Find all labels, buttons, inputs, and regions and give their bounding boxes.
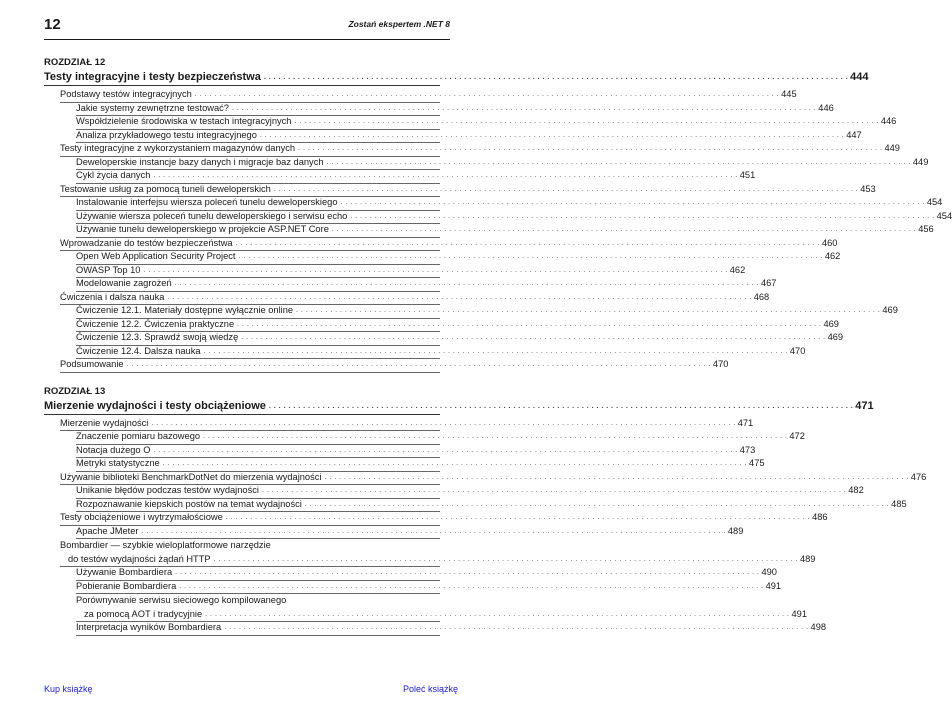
leader-dots: . . . . . . . . . . . . . . . . . . . . . . . . . . . . . . . . . . . . . . . . . . . . . . . . . . . . . . . . . . . . . . . . . . . . . . . . . . . . . . . . . . . . . . . . . . . . . . . . . . . . . . . . . . . . . . . . . . . . . . . . [294, 118, 879, 125]
toc-entry-text: Cykl życia danych [76, 170, 151, 180]
toc-entry-text: Podstawy testów integracyjnych [60, 89, 192, 99]
toc-entry-text: Deweloperskie instancje bazy danych i migracje baz danych [76, 156, 324, 167]
toc-entry-page: 470 [789, 345, 806, 356]
toc-entry-text: Interpretacja wyników Bombardiera [76, 622, 222, 632]
toc-entry[interactable] [76, 116, 897, 130]
toc-entry[interactable] [76, 129, 862, 144]
chapter-page: 444 [850, 71, 869, 83]
toc-entry-page: 498 [810, 622, 827, 632]
toc-entry-page: 476 [910, 471, 927, 482]
toc-entry-text: Mierzenie wydajności [60, 417, 149, 428]
chapter-entries [44, 89, 952, 373]
leader-dots: . . . . . . . . . . . . . . . . . . . . . . . . . . . . . . . . . . . . . . . . . . . . . . . . . . . . . . . . . . . . . . . . . . . . . . . . . . . . . . . . . . . . . . . . . . . . . . . . . . . . . . . . . . . . . . . . . . . . . . . . [298, 145, 883, 152]
toc-entry[interactable] [60, 471, 927, 486]
toc-entry-text: Bombardier — szybkie wieloplatformowe narzędzie [60, 540, 271, 550]
chapter-label: ROZDZIAŁ 12 [44, 57, 106, 68]
leader-dots: . . . . . . . . . . . . . . . . . . . . . . . . . . . . . . . . . . . . . . . . . . . . . . . . . . . . . . . . . . . . . . . . . . . . . . . . . . . . . . . . . . . . . . . . . . . . . . . . . . . . . . . . . . . . . . . . . . . . . . . . [340, 199, 925, 206]
toc-entry-text: Analiza przykładowego testu integracyjnego [76, 129, 257, 140]
leader-dots: . . . . . . . . . . . . . . . . . . . . . . . . . . . . . . . . . . . . . . . . . . . . . . . . . . . . . . . . . . . . . . . . . . . . . . . . . . . . . . . . . . . . . . . . . . . . . . . . . . . . . . . . . . . . . . . . . . . . . . . . [153, 172, 738, 179]
toc-entry-page: 467 [760, 278, 777, 288]
toc-entry-text: Testy obciążeniowe i wytrzymałościowe [60, 512, 223, 522]
toc-entry[interactable] [76, 525, 744, 540]
leader-dots: . . . . . . . . . . . . . . . . . . . . . . . . . . . . . . . . . . . . . . . . . . . . . . . . . . . . . . . . . . . . . . . . . . . . . . . . . . . . . . . . . . . . . . . . . . . . . . . . . . . . . . . . . . . . . . . . . . . . . . . . [235, 239, 820, 247]
toc-entry-text: Ćwiczenia i dalsza nauka [60, 291, 165, 302]
toc-entry-page: 473 [739, 444, 756, 455]
toc-entry-text: OWASP Top 10 [76, 264, 141, 275]
toc-entry-page: 469 [827, 332, 844, 342]
chapter-title [44, 399, 874, 415]
leader-dots: . . . . . . . . . . . . . . . . . . . . . . . . . . . . . . . . . . . . . . . . . . . . . . . . . . . . . . . . . . . . . . . . . . . . . . . . . . . . . . . . . . . . . . . . . . . . . . . . . . . . . . . . . . . . . . . . . . . . . . . . [259, 131, 845, 139]
leader-dots: . . . . . . . . . . . . . . . . . . . . . . . . . . . . . . . . . . . . . . . . . . . . . . . . . . . . . . . . . . . . . . . . . . . . . . . . . . . . . . . . . . . . . . . . . . . . . . . . . . . . . . . . . . . . . . . . . . . . . . . . [141, 527, 726, 535]
toc-entry-text: Ćwiczenie 12.1. Materiały dostępne wyłącznie online [76, 305, 294, 315]
toc-entry[interactable] [76, 278, 777, 292]
toc-entry[interactable] [76, 224, 934, 238]
leader-dots: . . . . . . . . . . . . . . . . . . . . . . . . . . . . . . . . . . . . . . . . . . . . . . . . . . . . . . . . . . . . . . . . . . . . . . . . . . . . . . . . . . . . . . . . . . . . . . . . . . . . . . . . . . . . . . . . . . . . . . . . [324, 473, 909, 481]
running-title: Zostań ekspertem .NET 8 [348, 19, 450, 29]
toc-entry-text: Testy integracyjne z wykorzystaniem magazynów danych [60, 143, 296, 153]
leader-dots: . . . . . . . . . . . . . . . . . . . . . . . . . . . . . . . . . . . . . . . . . . . . . . . . . . . . . . . . . . . . . . . . . . . . . . . . . . . . . . . . . . . . . . . . . . . . . . . . . . . . . . . . . . . . . . . . . . . . . . . . [238, 253, 823, 260]
leader-dots: . . . . . . . . . . . . . . . . . . . . . . . . . . . . . . . . . . . . . . . . . . . . . . . . . . . . . . . . . . . . . . . . . . . . . . . . . . . . . . . . . . . . . . . . . . . . . . . . . . . . . . . . . . . . . . . . . . . . . . . . [261, 487, 847, 494]
toc-entry[interactable] [76, 444, 756, 459]
toc-entry-page: 460 [821, 237, 838, 248]
toc-entry-page: 449 [884, 143, 900, 153]
chapter-13 [44, 385, 927, 636]
toc-entry[interactable] [76, 170, 756, 184]
leader-dots: . . . . . . . . . . . . . . . . . . . . . . . . . . . . . . . . . . . . . . . . . . . . . . . . . . . . . . . . . . . . . . . . . . . . . . . . . . . . . . . . . . . . . . . . . . . . . . . . . . . . . . . . . . . . . . . . . . . . . . . . [151, 419, 736, 427]
leader-dots: . . . . . . . . . . . . . . . . . . . . . . . . . . . . . . . . . . . . . . . . . . . . . . . . . . . . . . . . . . . . . . . . . . . . . . . . . . . . . . . . . . . . . . . . . . . . . . . . . . . . . . . . . . . . . . . . . . . . . . . . [203, 347, 788, 355]
toc-entry-page: 491 [791, 608, 808, 619]
toc-entry[interactable] [76, 485, 864, 499]
leader-dots: . . . . . . . . . . . . . . . . . . . . . . . . . . . . . . . . . . . . . . . . . . . . . . . . . . . . . . . . . . . . . . . . . . . . . . . . . . . . . . . . . . . . . . . . . . . . . . . . . . . . . . . . . . . . . . . . . . . . . . . . [205, 610, 790, 618]
toc-entry-text-continued: do testów wydajności żądań HTTP [68, 553, 211, 564]
toc-entry-text: Używanie Bombardiera [76, 567, 173, 577]
toc-entry-text: Jakie systemy zewnętrzne testować? [76, 102, 229, 113]
toc-entry[interactable] [60, 417, 754, 432]
toc-entry[interactable] [76, 431, 805, 445]
toc-entry-page: 454 [926, 197, 943, 207]
toc-entry[interactable] [60, 89, 797, 103]
toc-entry[interactable] [76, 210, 952, 225]
page-header [44, 16, 450, 36]
table-of-contents [44, 56, 952, 636]
toc-entry[interactable] [76, 264, 746, 279]
toc-entry-text: Open Web Application Security Project [76, 251, 236, 261]
toc-entry-page: 486 [812, 512, 828, 522]
page-number: 12 [44, 16, 61, 33]
toc-entry[interactable] [60, 359, 729, 373]
leader-dots: . . . . . . . . . . . . . . . . . . . . . . . . . . . . . . . . . . . . . . . . . . . . . . . . . . . . . . . . . . . . . . . . . . . . . . . . . . . . . . . . . . . . . . . . . . . . . . . . . . . . . . . . . . . . . . . . . . . . . . . . [225, 514, 811, 521]
toc-entry-page: 456 [918, 224, 934, 234]
toc-entry-text: Współdzielenie środowiska w testach integracyjnych [76, 116, 292, 126]
toc-entry[interactable] [60, 183, 876, 198]
toc-entry-page: 469 [882, 305, 898, 315]
toc-entry[interactable] [76, 102, 834, 117]
chapter-title [44, 70, 869, 86]
toc-entry[interactable] [76, 345, 806, 360]
toc-entry-page: 485 [891, 498, 907, 509]
toc-entry-text: Modelowanie zagrożeń [76, 278, 172, 288]
toc-entry-text: Apache JMeter [76, 525, 139, 536]
leader-dots: . . . . . . . . . . . . . . . . . . . . . . . . . . . . . . . . . . . . . . . . . . . . . . . . . . . . . . . . . . . . . . . . . . . . . . . . . . . . . . . . . . . . . . . . . . . . . . . . . . . . . . . . . . . . . . . . . . . . . . . . [241, 334, 826, 341]
toc-entry-page: 451 [739, 170, 756, 180]
leader-dots: . . . . . . . . . . . . . . . . . . . . . . . . . . . . . . . . . . . . . . . . . . . . . . . . . . . . . . . . . . . . . . . . . . . . . . . . . . . . . . . . . . . . . . . . . . . . . . . . . . . . . . . . . . . . . . . . . . . . . . . . [331, 226, 917, 233]
toc-entry-page: 468 [753, 291, 770, 302]
toc-entry-page: 469 [823, 318, 839, 329]
toc-entry-text: Porównywanie serwisu sieciowego kompilowanego [76, 595, 287, 605]
header-rule [44, 39, 450, 40]
leader-dots: . . . . . . . . . . . . . . . . . . . . . . . . . . . . . . . . . . . . . . . . . . . . . . . . . . . . . . . . . . . . . . . . . . . . . . . . . . . . . . . . . . . . . . . . . . . . . . . . . . . . . . . . . . . . . . . . . . . . . . . . [167, 293, 752, 301]
toc-entry[interactable] [76, 594, 808, 622]
toc-entry-text: Pobieranie Bombardiera [76, 580, 177, 591]
toc-entry-text: Ćwiczenie 12.3. Sprawdź swoją wiedzę [76, 332, 239, 342]
toc-entry[interactable] [60, 143, 900, 157]
toc-entry-text: Testowanie usług za pomocą tuneli deweloperskich [60, 183, 271, 194]
leader-dots: . . . . . . . . . . . . . . . . . . . . . . . . . . . . . . . . . . . . . . . . . . . . . . . . . . . . . . . . . . . . . . . . . . . . . . . . . . . . . . . . . . . . . . . . . . . . . . . . . . . . . . . . . . . . . . . . . . . . . . . . [224, 624, 809, 631]
toc-entry-page: 453 [860, 183, 876, 194]
toc-entry-page: 462 [729, 264, 746, 275]
toc-entry-page: 471 [737, 417, 754, 428]
toc-entry-page: 489 [799, 553, 816, 564]
leader-dots: . . . . . . . . . . . . . . . . . . . . . . . . . . . . . . . . . . . . . . . . . . . . . . . . . . . . . . . . . . . . . . . . . . . . . . . . . . . . . . . . . . . . . . . . . . . . . . . . . . . . . . . . . . . . . . . . . . . . . . . . [304, 500, 890, 508]
leader-dots: . . . . . . . . . . . . . . . . . . . . . . . . . . . . . . . . . . . . . . . . . . . . . . . . . . . . . . . . . . . . . . . . . . . . . . . . . . . . . . . . . . . . . . . . . . . . . . . . . . . . . . . . . . . . . . . . . . . . . . . . [179, 582, 764, 590]
toc-entry-text: Metryki statystyczne [76, 458, 160, 468]
leader-dots: . . . . . . . . . . . . . . . . . . . . . . . . . . . . . . . . . . . . . . . . . . . . . . . . . . . . . . . . . . . . . . . . . . . . . . . . . . . . . . . . . . . . . . . . . . . . . . . . . . . . . . . . . . . . . . . . . . . . . . . . [175, 569, 760, 576]
toc-entry[interactable] [76, 318, 839, 333]
leader-dots: . . . . . . . . . . . . . . . . . . . . . . . . . . . . . . . . . . . . . . . . . . . . . . . . . . . . . . . . . . . . . . . . . . . . . . . . . . . . . . . . . . . . . . . . . . . . . . . . . . . . . . . . . . . . . . . . . . . . . . . . [213, 555, 798, 563]
toc-entry-page: 491 [765, 580, 782, 591]
toc-entry[interactable] [76, 251, 841, 265]
toc-entry-text: Notacja dużego O [76, 444, 151, 455]
toc-entry-page: 446 [818, 102, 834, 113]
toc-entry-text: Podsumowanie [60, 359, 124, 369]
toc-entry-text-continued: za pomocą AOT i tradycyjnie [84, 608, 203, 619]
leader-dots: . . . . . . . . . . . . . . . . . . . . . . . . . . . . . . . . . . . . . . . . . . . . . . . . . . . . . . . . . . . . . . . . . . . . . . . . . . . . . . . . . . . . . . . . . . . . . . . . . . . . . . . . . . . . . . . . . . . . . . . . [174, 280, 759, 287]
toc-entry-page: 454 [936, 210, 952, 221]
leader-dots: . . . . . . . . . . . . . . . . . . . . . . . . . . . . . . . . . . . . . . . . . . . . . . . . . . . . . . . . . . . . . . . . . . . . . . . . . . . . . . . . . . . . . . . . . . . . . . . . . . . . . . . . . . . . . . . . . . . . . . . . [326, 158, 911, 166]
toc-entry-page: 446 [880, 116, 897, 126]
toc-entry-page: 482 [848, 485, 864, 495]
toc-entry[interactable] [76, 305, 898, 319]
toc-entry-page: 447 [846, 129, 862, 140]
toc-entry[interactable] [60, 237, 838, 252]
leader-dots: . . . . . . . . . . . . . . . . . . . . . . . . . . . . . . . . . . . . . . . . . . . . . . . . . . . . . . . . . . . . . . . . . . . . . . . . . . . . . . . . . . . . . . . . . . . . . . . . . . . . . . . . . . . . . . . . . . . . . . . . [162, 460, 748, 467]
toc-entry-page: 445 [781, 89, 797, 99]
leader-dots: . . . . . . . . . . . . . . . . . . . . . . . . . . . . . . . . . . . . . . . . . . . . . . . . . . . . . . . . . . . . . . . . . . . . . . . . . . . . . . . . . . . . . . . . . . . . . . . . . . . . . . . . . . . . . . . . . . . . . . . . [194, 91, 780, 98]
toc-entry-text: Wprowadzanie do testów bezpieczeństwa [60, 237, 233, 248]
toc-entry[interactable] [60, 512, 828, 526]
chapter-title-text: Mierzenie wydajności i testy obciążeniowe [44, 399, 266, 412]
leader-dots: . . . . . . . . . . . . . . . . . . . . . . . . . . . . . . . . . . . . . . . . . . . . . . . . . . . . . . . . . . . . . . . . . . . . . . . . . . . . . . . . . . . . . . . . . . . . . . . . . . . . . . . . . . . . . . . . . . . . . . . . [231, 104, 817, 112]
leader-dots: . . . . . . . . . . . . . . . . . . . . . . . . . . . . . . . . . . . . . . . . . . . . . . . . . . . . . . . . . . . . . . . . . . . . . . . . . . . . . . . . . . . . . . . . . . . . . . . . . . . . . . . . . . . . . . . . . . . . . . . . [296, 307, 881, 314]
toc-entry-text: Znaczenie pomiaru bazowego [76, 431, 201, 441]
chapter-entries [44, 417, 927, 636]
toc-entry-page: 470 [712, 359, 729, 369]
toc-entry-text: Rozpoznawanie kiepskich postów na temat wydajności [76, 498, 302, 509]
toc-entry[interactable] [76, 580, 782, 595]
toc-entry[interactable] [60, 539, 816, 567]
toc-entry[interactable] [76, 197, 943, 211]
toc-entry-page: 449 [912, 156, 929, 167]
toc-entry[interactable] [76, 332, 844, 346]
chapter-12 [44, 56, 952, 373]
toc-entry-page: 475 [749, 458, 765, 468]
toc-entry-text: Ćwiczenie 12.2. Ćwiczenia praktyczne [76, 318, 235, 329]
toc-entry-text: Instalowanie interfejsu wiersza poleceń tunelu deweloperskiego [76, 197, 338, 207]
toc-entry-page: 462 [824, 251, 841, 261]
recommend-book-link[interactable]: Poleć książkę [402, 684, 458, 694]
leader-dots: . . . . . . . . . . . . . . . . . . . . . . . . . . . . . . . . . . . . . . . . . . . . . . . . . . . . . . . . . . . . . . . . . . . . . . . . . . . . . . . . . . . . . . . . . . . . . . . . . . . . . . . . . . . . . . . . . . . . . . . . [237, 320, 822, 328]
chapter-page: 471 [855, 399, 874, 412]
chapter-title-text: Testy integracyjne i testy bezpieczeństwa [44, 71, 261, 83]
toc-entry[interactable] [76, 498, 907, 513]
toc-entry[interactable] [76, 567, 777, 581]
toc-entry-text: Używanie biblioteki BenchmarkDotNet do mierzenia wydajności [60, 471, 322, 482]
toc-entry-page: 472 [789, 431, 805, 441]
leader-dots: . . . . . . . . . . . . . . . . . . . . . . . . . . . . . . . . . . . . . . . . . . . . . . . . . . . . . . . . . . . . . . . . . . . . . . . . . . . . . . . . . . . . . . . . . . . . . . . . . . . . . . . . . . . . . . . . . . . . . . . . [263, 74, 849, 81]
leader-dots: . . . . . . . . . . . . . . . . . . . . . . . . . . . . . . . . . . . . . . . . . . . . . . . . . . . . . . . . . . . . . . . . . . . . . . . . . . . . . . . . . . . . . . . . . . . . . . . . . . . . . . . . . . . . . . . . . . . . . . . . [273, 185, 859, 193]
toc-entry-text: Używanie wiersza poleceń tunelu deweloperskiego i serwisu echo [76, 210, 348, 221]
leader-dots: . . . . . . . . . . . . . . . . . . . . . . . . . . . . . . . . . . . . . . . . . . . . . . . . . . . . . . . . . . . . . . . . . . . . . . . . . . . . . . . . . . . . . . . . . . . . . . . . . . . . . . . . . . . . . . . . . . . . . . . . [203, 433, 788, 440]
leader-dots: . . . . . . . . . . . . . . . . . . . . . . . . . . . . . . . . . . . . . . . . . . . . . . . . . . . . . . . . . . . . . . . . . . . . . . . . . . . . . . . . . . . . . . . . . . . . . . . . . . . . . . . . . . . . . . . . . . . . . . . . [126, 361, 711, 368]
leader-dots: . . . . . . . . . . . . . . . . . . . . . . . . . . . . . . . . . . . . . . . . . . . . . . . . . . . . . . . . . . . . . . . . . . . . . . . . . . . . . . . . . . . . . . . . . . . . . . . . . . . . . . . . . . . . . . . . . . . . . . . . [153, 446, 738, 454]
toc-entry-text: Ćwiczenie 12.4. Dalsza nauka [76, 345, 201, 356]
toc-entry[interactable] [76, 458, 765, 472]
toc-entry-page: 489 [727, 525, 744, 536]
toc-entry-text: Używanie tunelu deweloperskiego w projekcie ASP.NET Core [76, 224, 329, 234]
toc-entry[interactable] [60, 291, 770, 306]
leader-dots: . . . . . . . . . . . . . . . . . . . . . . . . . . . . . . . . . . . . . . . . . . . . . . . . . . . . . . . . . . . . . . . . . . . . . . . . . . . . . . . . . . . . . . . . . . . . . . . . . . . . . . . . . . . . . . . . . . . . . . . . [268, 402, 854, 410]
chapter-label: ROZDZIAŁ 13 [44, 385, 106, 397]
toc-entry-page: 490 [761, 567, 777, 577]
toc-entry[interactable] [76, 622, 827, 636]
leader-dots: . . . . . . . . . . . . . . . . . . . . . . . . . . . . . . . . . . . . . . . . . . . . . . . . . . . . . . . . . . . . . . . . . . . . . . . . . . . . . . . . . . . . . . . . . . . . . . . . . . . . . . . . . . . . . . . . . . . . . . . . [350, 212, 935, 220]
toc-entry-text: Unikanie błędów podczas testów wydajności [76, 485, 259, 495]
buy-book-link[interactable]: Kup książkę [44, 684, 93, 694]
leader-dots: . . . . . . . . . . . . . . . . . . . . . . . . . . . . . . . . . . . . . . . . . . . . . . . . . . . . . . . . . . . . . . . . . . . . . . . . . . . . . . . . . . . . . . . . . . . . . . . . . . . . . . . . . . . . . . . . . . . . . . . . [143, 266, 728, 274]
toc-entry[interactable] [76, 156, 929, 171]
